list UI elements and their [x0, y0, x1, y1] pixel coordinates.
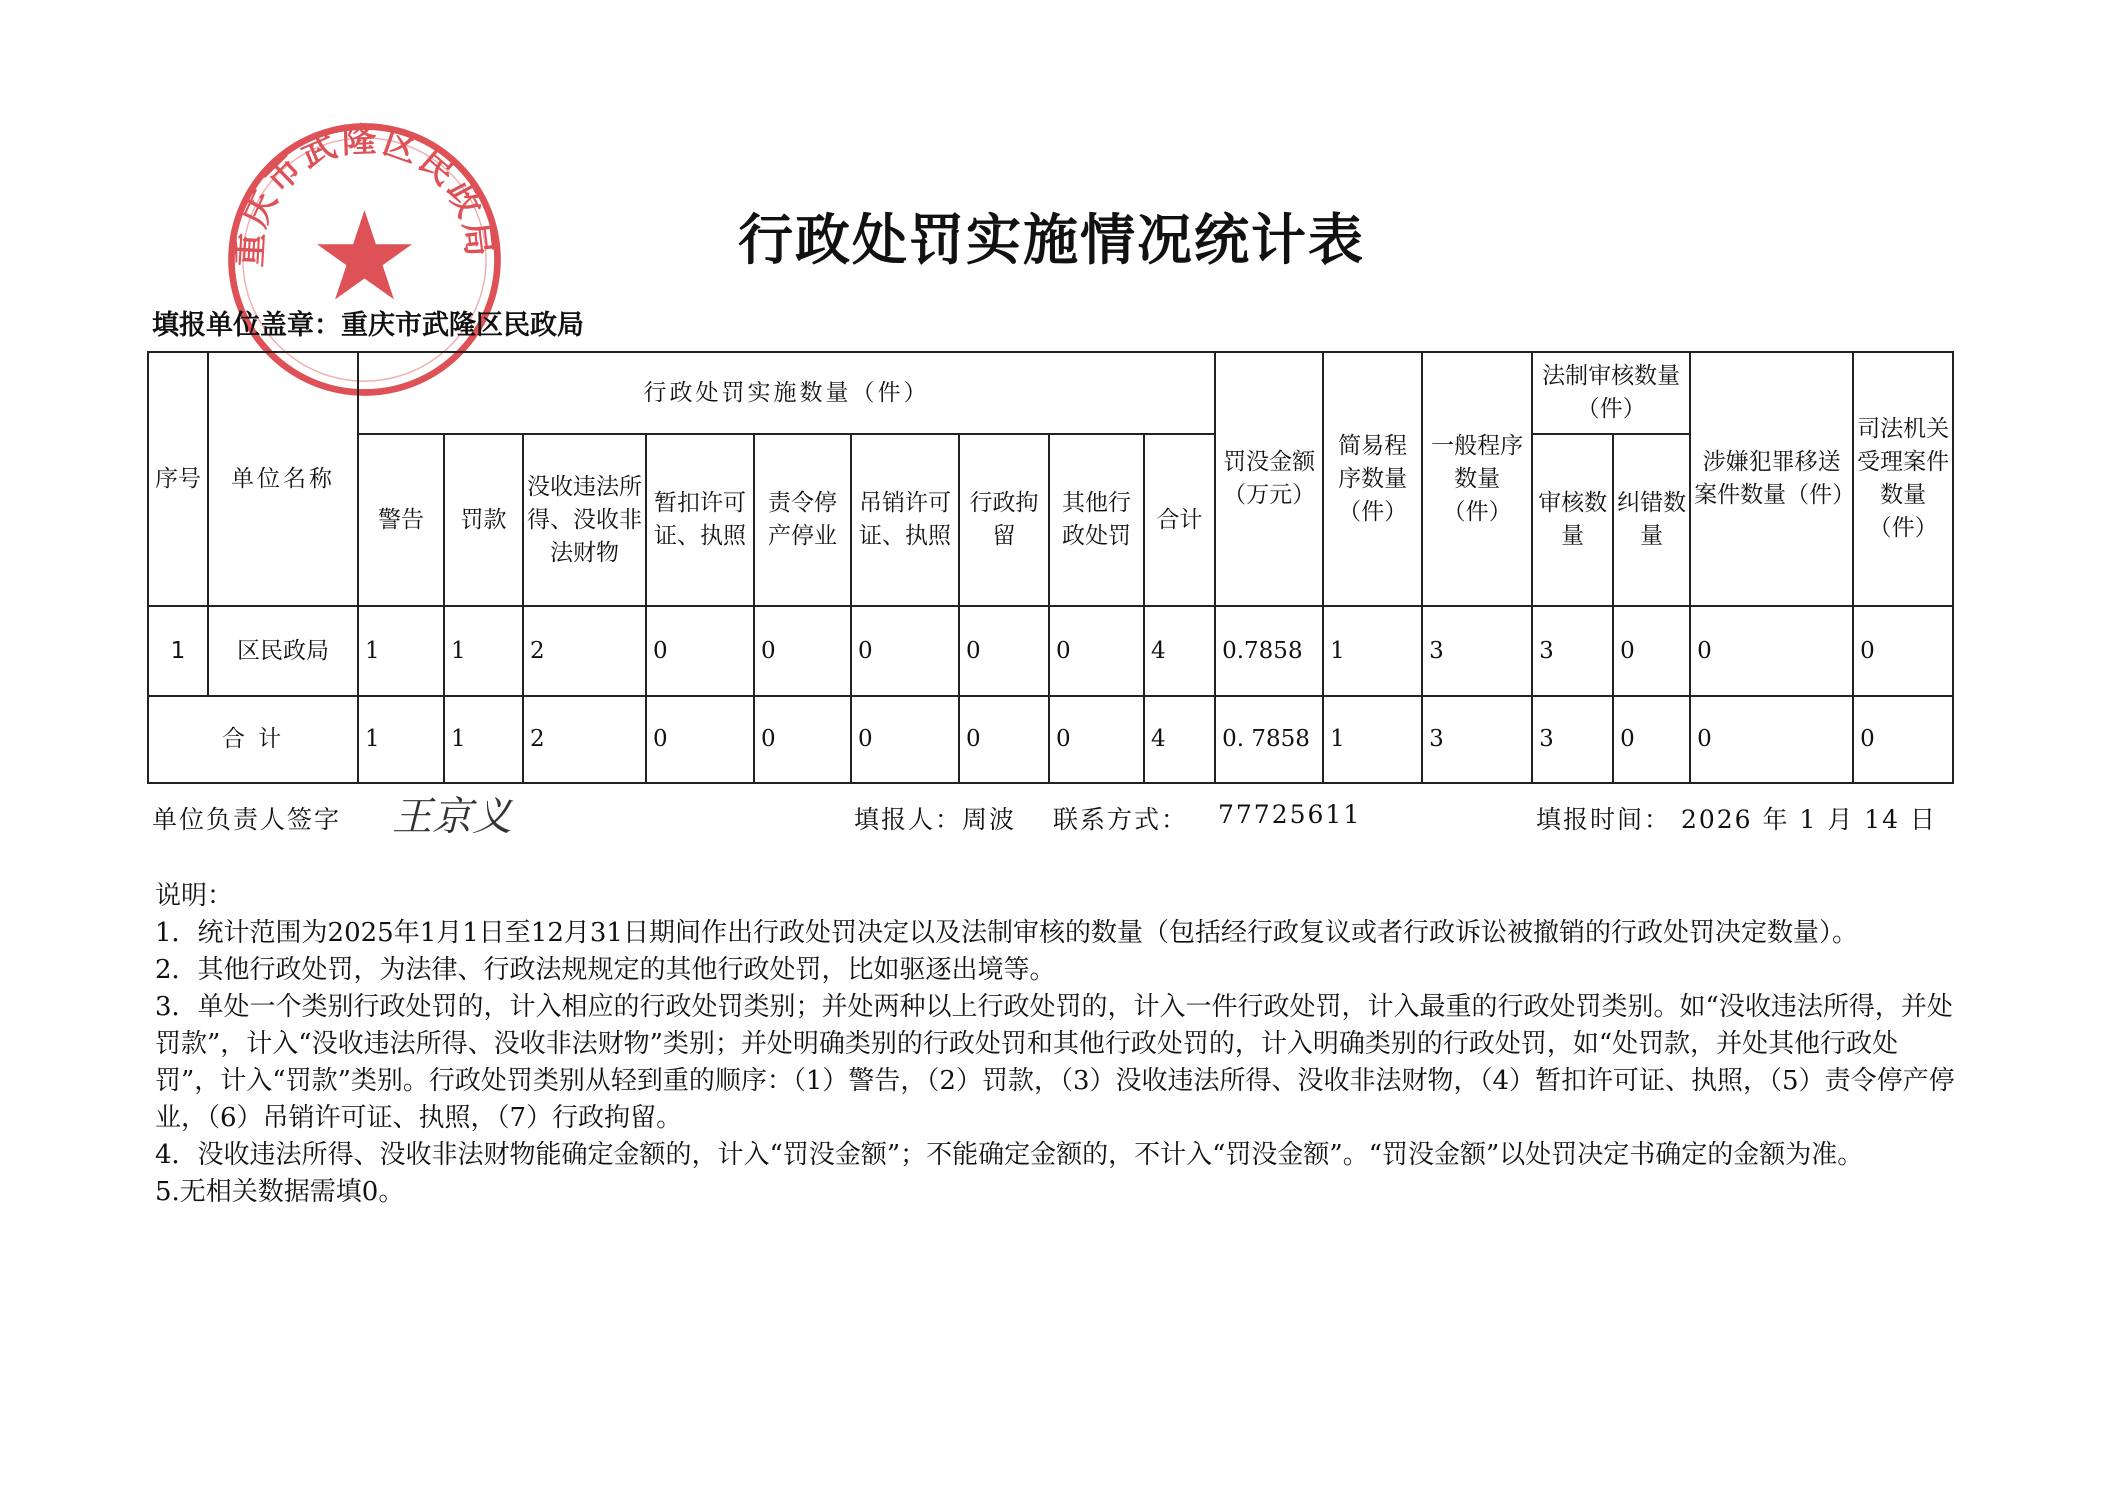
cell-detention: 0 — [959, 696, 1049, 783]
handwritten-signature: 王京义 — [392, 794, 512, 840]
cell-amount: 0.7858 — [1215, 606, 1323, 696]
cell-general: 3 — [1422, 696, 1532, 783]
cell-review: 3 — [1532, 696, 1613, 783]
cell-total-label: 合 计 — [148, 696, 358, 783]
header-revoke: 吊销许可证、执照 — [851, 434, 959, 606]
cell-warning: 1 — [358, 696, 444, 783]
header-suspend: 暂扣许可证、执照 — [646, 434, 754, 606]
cell-warning: 1 — [358, 606, 444, 696]
header-general: 一般程序数量（件） — [1422, 352, 1532, 606]
cell-judicial: 0 — [1853, 696, 1953, 783]
header-seq: 序号 — [148, 352, 208, 606]
note-item: 4．没收违法所得、没收非法财物能确定金额的，计入“罚没金额”；不能确定金额的，不计入“罚没金额”。“罚没金额”以处罚决定书确定的金额为准。 — [155, 1140, 1864, 1170]
cell-correct: 0 — [1613, 606, 1690, 696]
cell-review: 3 — [1532, 606, 1613, 696]
cell-total: 4 — [1144, 696, 1215, 783]
cell-suspend: 0 — [646, 606, 754, 696]
cell-other: 0 — [1049, 606, 1144, 696]
cell-revoke: 0 — [851, 696, 959, 783]
header-correct: 纠错数量 — [1613, 434, 1690, 606]
header-transfer: 涉嫌犯罪移送案件数量（件） — [1690, 352, 1853, 606]
header-detention: 行政拘留 — [959, 434, 1049, 606]
header-simple: 简易程序数量（件） — [1323, 352, 1422, 606]
cell-fine: 1 — [444, 606, 523, 696]
cell-simple: 1 — [1323, 696, 1422, 783]
note-item: 1．统计范围为2025年1月1日至12月31日期间作出行政处罚决定以及法制审核的数量（包括经行政复议或者行政诉讼被撤销的行政处罚决定数量）。 — [155, 918, 1858, 948]
cell-confiscate: 2 — [523, 696, 646, 783]
cell-confiscate: 2 — [523, 606, 646, 696]
cell-other: 0 — [1049, 696, 1144, 783]
table-total-row — [148, 696, 1953, 783]
header-order-stop: 责令停产停业 — [754, 434, 851, 606]
cell-unit: 区民政局 — [208, 606, 358, 696]
header-amount: 罚没金额（万元） — [1215, 352, 1323, 606]
cell-revoke: 0 — [851, 606, 959, 696]
cell-fine: 1 — [444, 696, 523, 783]
cell-general: 3 — [1422, 606, 1532, 696]
cell-transfer: 0 — [1690, 606, 1853, 696]
header-judicial: 司法机关受理案件数量（件） — [1853, 352, 1953, 606]
header-group-implementation: 行政处罚实施数量（件） — [358, 352, 1215, 434]
header-confiscate: 没收违法所得、没收非法财物 — [523, 434, 646, 606]
cell-order-stop: 0 — [754, 696, 851, 783]
report-date: 填报时间： 2026 年 1 月 14 日 — [1536, 805, 1938, 834]
cell-judicial: 0 — [1853, 606, 1953, 696]
header-group-legal-review: 法制审核数量（件） — [1532, 352, 1690, 434]
header-other: 其他行政处罚 — [1049, 434, 1144, 606]
page-title: 行政处罚实施情况统计表 — [737, 207, 1365, 272]
cell-amount: 0. 7858 — [1215, 696, 1323, 783]
cell-transfer: 0 — [1690, 696, 1853, 783]
header-warning: 警告 — [358, 434, 444, 606]
cell-correct: 0 — [1613, 696, 1690, 783]
note-item: 5.无相关数据需填0。 — [155, 1177, 405, 1207]
cell-simple: 1 — [1323, 606, 1422, 696]
statistics-table — [147, 351, 1954, 784]
cell-detention: 0 — [959, 606, 1049, 696]
filler-name: 填报人：周波 — [854, 805, 1017, 834]
contact-label: 联系方式： — [1053, 805, 1189, 834]
note-item: 2．其他行政处罚，为法律、行政法规规定的其他行政处罚，比如驱逐出境等。 — [155, 955, 1056, 985]
header-unit: 单位名称 — [208, 352, 358, 606]
notes-section — [155, 878, 1955, 1211]
contact-number: 77725611 — [1218, 800, 1362, 829]
note-item: 3．单处一个类别行政处罚的，计入相应的行政处罚类别；并处两种以上行政处罚的，计入一件行政处罚，计入最重的行政处罚类别。如“没收违法所得，并处罚款”，计入“没收违法所得、没收非法财物”类别；并处明确类别的行政处罚和其他行政处罚的，计入明确类别的行政处罚，如“处罚款，并处其他行政处罚”，计入“罚款”类别。行政处罚类别从轻到重的顺序：（1）警告，（2）罚款，（3）没收违法所得、没收非法财物，（4）暂扣许可证、执照，（5）责令停产停业，（6）吊销许可证、执照，（7）行政拘留。 — [155, 992, 1955, 1133]
cell-order-stop: 0 — [754, 606, 851, 696]
header-total: 合计 — [1144, 434, 1215, 606]
cell-total: 4 — [1144, 606, 1215, 696]
notes-heading: 说明： — [155, 881, 234, 911]
cell-seq: 1 — [148, 606, 208, 696]
header-fine: 罚款 — [444, 434, 523, 606]
header-review: 审核数量 — [1532, 434, 1613, 606]
table-row — [148, 606, 1953, 696]
reporting-unit: 填报单位盖章：重庆市武隆区民政局 — [152, 310, 584, 341]
cell-suspend: 0 — [646, 696, 754, 783]
svg-text:重庆市武隆区民政局: 重庆市武隆区民政局 — [230, 120, 500, 269]
sign-label: 单位负责人签字 — [152, 805, 342, 834]
